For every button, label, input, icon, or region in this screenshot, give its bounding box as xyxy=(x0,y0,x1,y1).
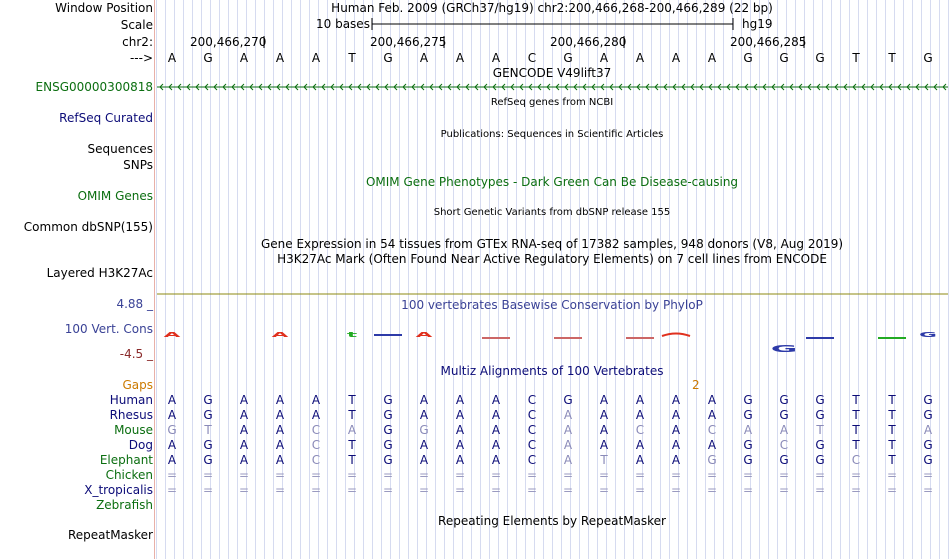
alignment-base: A xyxy=(419,408,429,422)
alignment-base: G xyxy=(815,453,825,467)
alignment-base: A xyxy=(419,438,429,452)
alignment-base: C xyxy=(527,438,537,452)
alignment-base: G xyxy=(383,408,393,422)
base-letter: A xyxy=(455,51,465,65)
base-letter: C xyxy=(527,51,537,65)
alignment-base: = xyxy=(346,468,358,482)
alignment-base: = xyxy=(310,483,322,497)
alignment-base: G xyxy=(779,393,789,407)
alignment-base: A xyxy=(239,438,249,452)
alignment-base: G xyxy=(167,423,177,437)
repeatmasker-track-title: Repeating Elements by RepeatMasker xyxy=(438,514,666,528)
gencode-track-title: GENCODE V49lift37 xyxy=(492,66,612,80)
alignment-base: A xyxy=(455,393,465,407)
strand-label: ---> xyxy=(129,51,153,65)
species-label-dog[interactable]: Dog xyxy=(128,438,153,452)
base-letter: A xyxy=(239,51,249,65)
alignment-base: G xyxy=(923,453,933,467)
alignment-base: = xyxy=(742,483,754,497)
alignment-base: A xyxy=(707,393,717,407)
species-label-rhesus[interactable]: Rhesus xyxy=(109,408,153,422)
alignment-base: = xyxy=(634,468,646,482)
alignment-base: A xyxy=(563,453,573,467)
phylop-mark: t xyxy=(346,330,358,339)
alignment-base: A xyxy=(275,453,285,467)
base-letter: G xyxy=(815,51,825,65)
alignment-base: T xyxy=(816,423,824,437)
alignment-base: = xyxy=(634,483,646,497)
alignment-base: T xyxy=(852,408,860,422)
alignment-base: T xyxy=(600,453,608,467)
alignment-base: C xyxy=(527,393,537,407)
alignment-base: C xyxy=(527,423,537,437)
alignment-base: A xyxy=(455,453,465,467)
alignment-base: = xyxy=(526,468,538,482)
alignment-base: A xyxy=(563,438,573,452)
alignment-base: = xyxy=(166,468,178,482)
alignment-base: = xyxy=(418,468,430,482)
alignment-base: A xyxy=(707,438,717,452)
base-letter: A xyxy=(275,51,285,65)
alignment-base: A xyxy=(635,453,645,467)
base-letter: T xyxy=(348,51,356,65)
alignment-base: A xyxy=(671,438,681,452)
base-letter: G xyxy=(743,51,753,65)
base-letter: G xyxy=(923,51,933,65)
phylop-mark xyxy=(554,337,582,339)
alignment-base: A xyxy=(491,408,501,422)
phylop-mark xyxy=(878,337,906,339)
base-letter: G xyxy=(563,51,573,65)
alignment-base: = xyxy=(850,468,862,482)
alignment-base: A xyxy=(239,393,249,407)
alignment-base: G xyxy=(743,393,753,407)
base-letter: T xyxy=(852,51,860,65)
phylop-mark xyxy=(806,337,834,339)
base-letter: A xyxy=(419,51,429,65)
alignment-base: = xyxy=(778,468,790,482)
alignment-base: C xyxy=(707,423,717,437)
alignment-base: = xyxy=(778,483,790,497)
alignment-base: T xyxy=(348,408,356,422)
base-letter: G xyxy=(779,51,789,65)
multiz-track-title: Multiz Alignments of 100 Vertebrates xyxy=(440,364,664,378)
alignment-base: A xyxy=(275,408,285,422)
conservation-max-label: 4.88 _ xyxy=(116,297,153,311)
alignment-base: = xyxy=(886,483,898,497)
alignment-base: = xyxy=(922,468,934,482)
alignment-base: A xyxy=(563,423,573,437)
alignment-base: T xyxy=(348,438,356,452)
alignment-base: A xyxy=(491,438,501,452)
alignment-base: A xyxy=(491,453,501,467)
base-letter: A xyxy=(311,51,321,65)
position-tick-label: 200,466,285 xyxy=(730,35,807,49)
omim-track-label[interactable]: OMIM Genes xyxy=(77,189,153,203)
alignment-base: A xyxy=(635,438,645,452)
phylop-mark: A xyxy=(163,330,181,339)
alignment-base: A xyxy=(599,393,609,407)
base-letter: A xyxy=(707,51,717,65)
scale-label: Scale xyxy=(120,18,153,32)
base-letter: A xyxy=(599,51,609,65)
alignment-base: A xyxy=(671,453,681,467)
alignment-base: C xyxy=(851,453,861,467)
alignment-base: = xyxy=(490,483,502,497)
base-letter: A xyxy=(671,51,681,65)
alignment-base: A xyxy=(311,408,321,422)
alignment-base: A xyxy=(455,438,465,452)
phylop-mark xyxy=(374,334,402,336)
conservation-track-title: 100 vertebrates Basewise Conservation by PhyloP xyxy=(401,298,703,312)
alignment-base: A xyxy=(167,438,177,452)
sequences-track-label[interactable]: Sequences xyxy=(87,142,153,156)
alignment-base: = xyxy=(202,468,214,482)
alignment-base: C xyxy=(779,438,789,452)
alignment-base: T xyxy=(204,423,212,437)
phylop-mark: G xyxy=(770,342,798,355)
base-letter: T xyxy=(888,51,896,65)
alignment-base: G xyxy=(563,393,573,407)
alignment-base: G xyxy=(779,453,789,467)
alignment-base: = xyxy=(706,468,718,482)
alignment-base: = xyxy=(490,468,502,482)
alignment-base: T xyxy=(888,393,896,407)
position-tick-label: 200,466,270 xyxy=(190,35,267,49)
chrom-label: chr2: xyxy=(122,35,153,49)
alignment-base: T xyxy=(888,408,896,422)
alignment-base: A xyxy=(779,423,789,437)
position-tick-label: 200,466,280 xyxy=(550,35,627,49)
alignment-base: G xyxy=(203,393,213,407)
alignment-base: = xyxy=(310,468,322,482)
alignment-base: = xyxy=(850,483,862,497)
alignment-base: = xyxy=(238,468,250,482)
alignment-base: = xyxy=(922,483,934,497)
alignment-base: A xyxy=(599,438,609,452)
alignment-base: A xyxy=(167,408,177,422)
alignment-base: G xyxy=(419,423,429,437)
base-letter: A xyxy=(167,51,177,65)
base-letter: A xyxy=(491,51,501,65)
alignment-base: G xyxy=(203,438,213,452)
alignment-base: = xyxy=(598,468,610,482)
phylop-mark: A xyxy=(415,330,433,339)
alignment-base: A xyxy=(491,423,501,437)
alignment-base: = xyxy=(814,468,826,482)
alignment-base: A xyxy=(419,393,429,407)
alignment-base: C xyxy=(311,438,321,452)
species-label-mouse[interactable]: Mouse xyxy=(114,423,153,437)
alignment-base: = xyxy=(742,468,754,482)
alignment-base: A xyxy=(599,423,609,437)
alignment-base: G xyxy=(203,453,213,467)
alignment-base: A xyxy=(167,453,177,467)
alignment-base: A xyxy=(563,408,573,422)
alignment-base: = xyxy=(454,483,466,497)
alignment-base: C xyxy=(527,408,537,422)
alignment-base: = xyxy=(598,483,610,497)
window-position-label: Window Position xyxy=(55,1,153,15)
alignment-base: A xyxy=(635,408,645,422)
dbsnp-track-title: Short Genetic Variants from dbSNP release 155 xyxy=(433,207,671,218)
alignment-base: = xyxy=(814,483,826,497)
alignment-base: = xyxy=(418,483,430,497)
alignment-base: T xyxy=(888,423,896,437)
alignment-base: G xyxy=(779,408,789,422)
alignment-base: G xyxy=(923,408,933,422)
species-label-human[interactable]: Human xyxy=(109,393,153,407)
window-position-text: Human Feb. 2009 (GRCh37/hg19) chr2:200,466,268-200,466,289 (22 bp) xyxy=(331,1,773,15)
alignment-base: = xyxy=(166,483,178,497)
species-label-zebrafish[interactable]: Zebrafish xyxy=(96,498,153,512)
position-tick-label: 200,466,275 xyxy=(370,35,447,49)
base-letter: G xyxy=(203,51,213,65)
omim-track-title: OMIM Gene Phenotypes - Dark Green Can Be Disease-causing xyxy=(365,175,739,189)
gap-count: 2 xyxy=(692,378,700,392)
alignment-base: G xyxy=(923,393,933,407)
alignment-base: = xyxy=(454,468,466,482)
alignment-base: A xyxy=(923,423,933,437)
alignment-base: A xyxy=(743,423,753,437)
alignment-base: G xyxy=(383,438,393,452)
alignment-base: G xyxy=(383,423,393,437)
alignment-base: A xyxy=(671,408,681,422)
alignment-base: C xyxy=(311,423,321,437)
alignment-base: G xyxy=(815,438,825,452)
alignment-base: T xyxy=(888,438,896,452)
alignment-base: A xyxy=(419,453,429,467)
alignment-base: = xyxy=(202,483,214,497)
species-label-elephant[interactable]: Elephant xyxy=(99,453,153,467)
species-label-x-tropicalis[interactable]: X_tropicalis xyxy=(84,483,153,497)
alignment-base: G xyxy=(743,408,753,422)
alignment-base: G xyxy=(203,408,213,422)
alignment-base: G xyxy=(815,408,825,422)
alignment-base: T xyxy=(852,438,860,452)
alignment-base: A xyxy=(275,423,285,437)
phylop-mark xyxy=(482,337,510,339)
alignment-base: = xyxy=(274,483,286,497)
alignment-base: T xyxy=(888,453,896,467)
alignment-base: T xyxy=(348,393,356,407)
gaps-label: Gaps xyxy=(122,378,153,392)
alignment-base: A xyxy=(239,408,249,422)
phylop-mark: G xyxy=(919,330,937,339)
alignment-base: A xyxy=(599,408,609,422)
alignment-base: G xyxy=(923,438,933,452)
alignment-base: G xyxy=(383,453,393,467)
alignment-base: = xyxy=(274,468,286,482)
alignment-base: = xyxy=(238,483,250,497)
conservation-min-label: -4.5 _ xyxy=(119,347,153,361)
alignment-base: = xyxy=(886,468,898,482)
alignment-base: = xyxy=(526,483,538,497)
alignment-base: = xyxy=(346,483,358,497)
alignment-base: A xyxy=(455,408,465,422)
gencode-gene-label[interactable]: ENSG00000300818 xyxy=(35,80,153,94)
alignment-base: T xyxy=(348,453,356,467)
conservation-track-label[interactable]: 100 Vert. Cons xyxy=(64,322,153,336)
refseq-track-label[interactable]: RefSeq Curated xyxy=(59,111,153,125)
base-letter: A xyxy=(635,51,645,65)
alignment-base: = xyxy=(706,483,718,497)
alignment-base: A xyxy=(671,423,681,437)
repeatmasker-track-label[interactable]: RepeatMasker xyxy=(67,528,153,542)
alignment-base: G xyxy=(743,453,753,467)
alignment-base: T xyxy=(852,393,860,407)
assembly-label: hg19 xyxy=(742,17,773,31)
alignment-base: = xyxy=(670,468,682,482)
alignment-base: A xyxy=(239,453,249,467)
phylop-mark: A xyxy=(271,330,289,339)
gtex-track-title: Gene Expression in 54 tissues from GTEx RNA-seq of 17382 samples, 948 donors (V8, Aug 2019) xyxy=(260,237,844,251)
h3k27ac-track-title: H3K27Ac Mark (Often Found Near Active Regulatory Elements) on 7 cell lines from ENCODE xyxy=(277,252,827,266)
alignment-base: A xyxy=(635,393,645,407)
alignment-base: G xyxy=(707,453,717,467)
alignment-base: G xyxy=(743,438,753,452)
alignment-base: A xyxy=(491,393,501,407)
phylop-mark xyxy=(626,337,654,339)
alignment-base: G xyxy=(383,393,393,407)
alignment-base: G xyxy=(815,393,825,407)
phylop-mark xyxy=(662,334,690,337)
alignment-base: A xyxy=(455,423,465,437)
alignment-base: A xyxy=(707,408,717,422)
alignment-base: = xyxy=(382,468,394,482)
alignment-base: A xyxy=(347,423,357,437)
alignment-base: A xyxy=(167,393,177,407)
alignment-base: = xyxy=(670,483,682,497)
alignment-base: A xyxy=(239,423,249,437)
alignment-base: A xyxy=(275,438,285,452)
alignment-base: A xyxy=(311,393,321,407)
alignment-base: C xyxy=(635,423,645,437)
publications-track-title: Publications: Sequences in Scientific Articles xyxy=(440,129,664,140)
alignment-base: T xyxy=(852,423,860,437)
scale-text: 10 bases xyxy=(316,17,370,31)
dbsnp-track-label[interactable]: Common dbSNP(155) xyxy=(23,220,153,234)
alignment-base: = xyxy=(562,483,574,497)
base-letter: G xyxy=(383,51,393,65)
species-label-chicken[interactable]: Chicken xyxy=(105,468,153,482)
alignment-base: A xyxy=(671,393,681,407)
alignment-base: C xyxy=(527,453,537,467)
refseq-track-title: RefSeq genes from NCBI xyxy=(490,97,614,108)
h3k27ac-track-label[interactable]: Layered H3K27Ac xyxy=(46,266,153,280)
alignment-base: A xyxy=(275,393,285,407)
alignment-base: = xyxy=(382,483,394,497)
snps-track-label[interactable]: SNPs xyxy=(123,158,153,172)
alignment-base: C xyxy=(311,453,321,467)
alignment-base: = xyxy=(562,468,574,482)
